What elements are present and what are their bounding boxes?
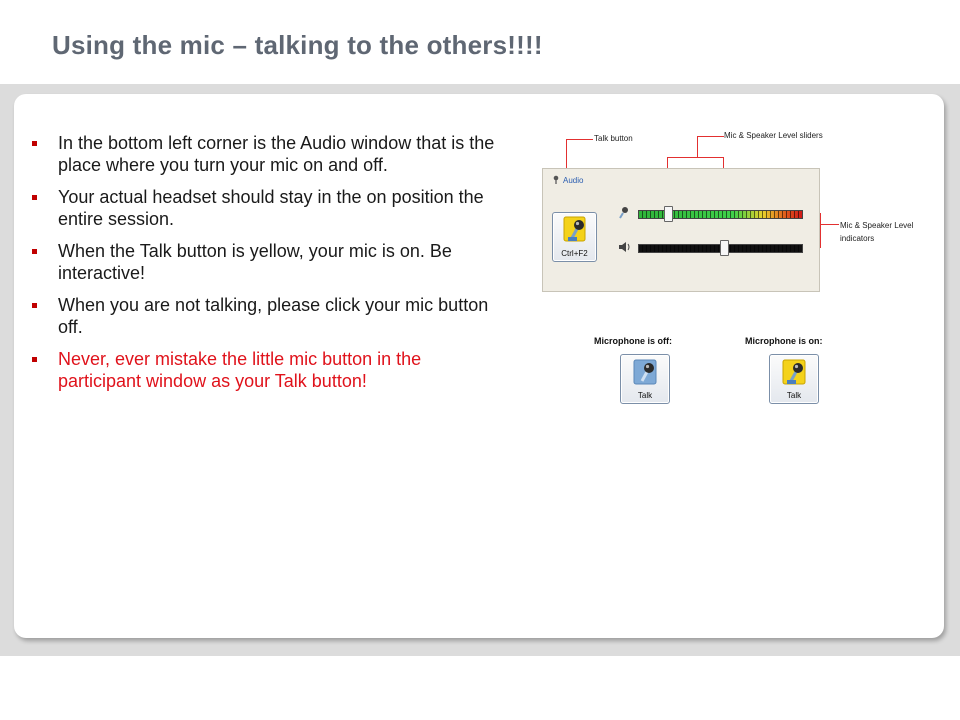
callout-line	[820, 224, 839, 225]
bullet-item	[30, 186, 500, 230]
mic-off-label: Microphone is off:	[594, 336, 672, 346]
speaker-level-slider[interactable]	[720, 240, 729, 256]
bullet-square-icon	[32, 303, 37, 308]
mic-on-label: Microphone is on:	[745, 336, 823, 346]
talk-label: Talk	[637, 391, 653, 400]
bullet-text-warning: Never, ever mistake the little mic button in the participant window as your Talk button!	[58, 349, 422, 391]
talk-button[interactable]	[552, 212, 597, 262]
bullet-text: When you are not talking, please click your mic button off.	[58, 295, 489, 337]
bullet-square-icon	[32, 195, 37, 200]
bullet-text: In the bottom left corner is the Audio window that is the place where you turn your mic on and off.	[58, 133, 495, 175]
bullet-list	[30, 132, 500, 402]
bullet-item-warning	[30, 348, 500, 392]
microphone-off-icon	[622, 357, 668, 391]
bullet-square-icon	[32, 141, 37, 146]
bullet-item	[30, 132, 500, 176]
slide-title: Using the mic – talking to the others!!!!	[52, 30, 543, 60]
mic-level-slider[interactable]	[664, 206, 673, 222]
callout-line	[566, 139, 593, 140]
talk-button-on[interactable]	[769, 354, 819, 404]
callout-line	[667, 157, 724, 158]
bullet-square-icon	[32, 357, 37, 362]
bullet-item	[30, 240, 500, 284]
callout-sliders: Mic & Speaker Level sliders	[724, 131, 823, 140]
callout-indicators: Mic & Speaker Level indicators	[840, 221, 914, 243]
callout-line	[697, 136, 724, 137]
bullet-item	[30, 294, 500, 338]
speaker-icon	[617, 240, 631, 254]
mic-level-indicator	[638, 210, 803, 219]
callout-talk-button: Talk button	[594, 134, 633, 143]
callout-line	[697, 136, 698, 157]
talk-label: Talk	[786, 391, 802, 400]
mic-small-icon	[551, 175, 561, 185]
microphone-icon	[554, 215, 595, 249]
microphone-on-icon	[771, 357, 817, 391]
bullet-text: When the Talk button is yellow, your mic is on. Be interactive!	[58, 241, 452, 283]
audio-panel-title: Audio	[551, 175, 583, 185]
mic-level-icon	[617, 206, 631, 220]
bullet-square-icon	[32, 249, 37, 254]
callout-line	[820, 213, 821, 248]
talk-shortcut: Ctrl+F2	[561, 249, 588, 258]
talk-button-off[interactable]	[620, 354, 670, 404]
bullet-text: Your actual headset should stay in the on position the entire session.	[58, 187, 484, 229]
